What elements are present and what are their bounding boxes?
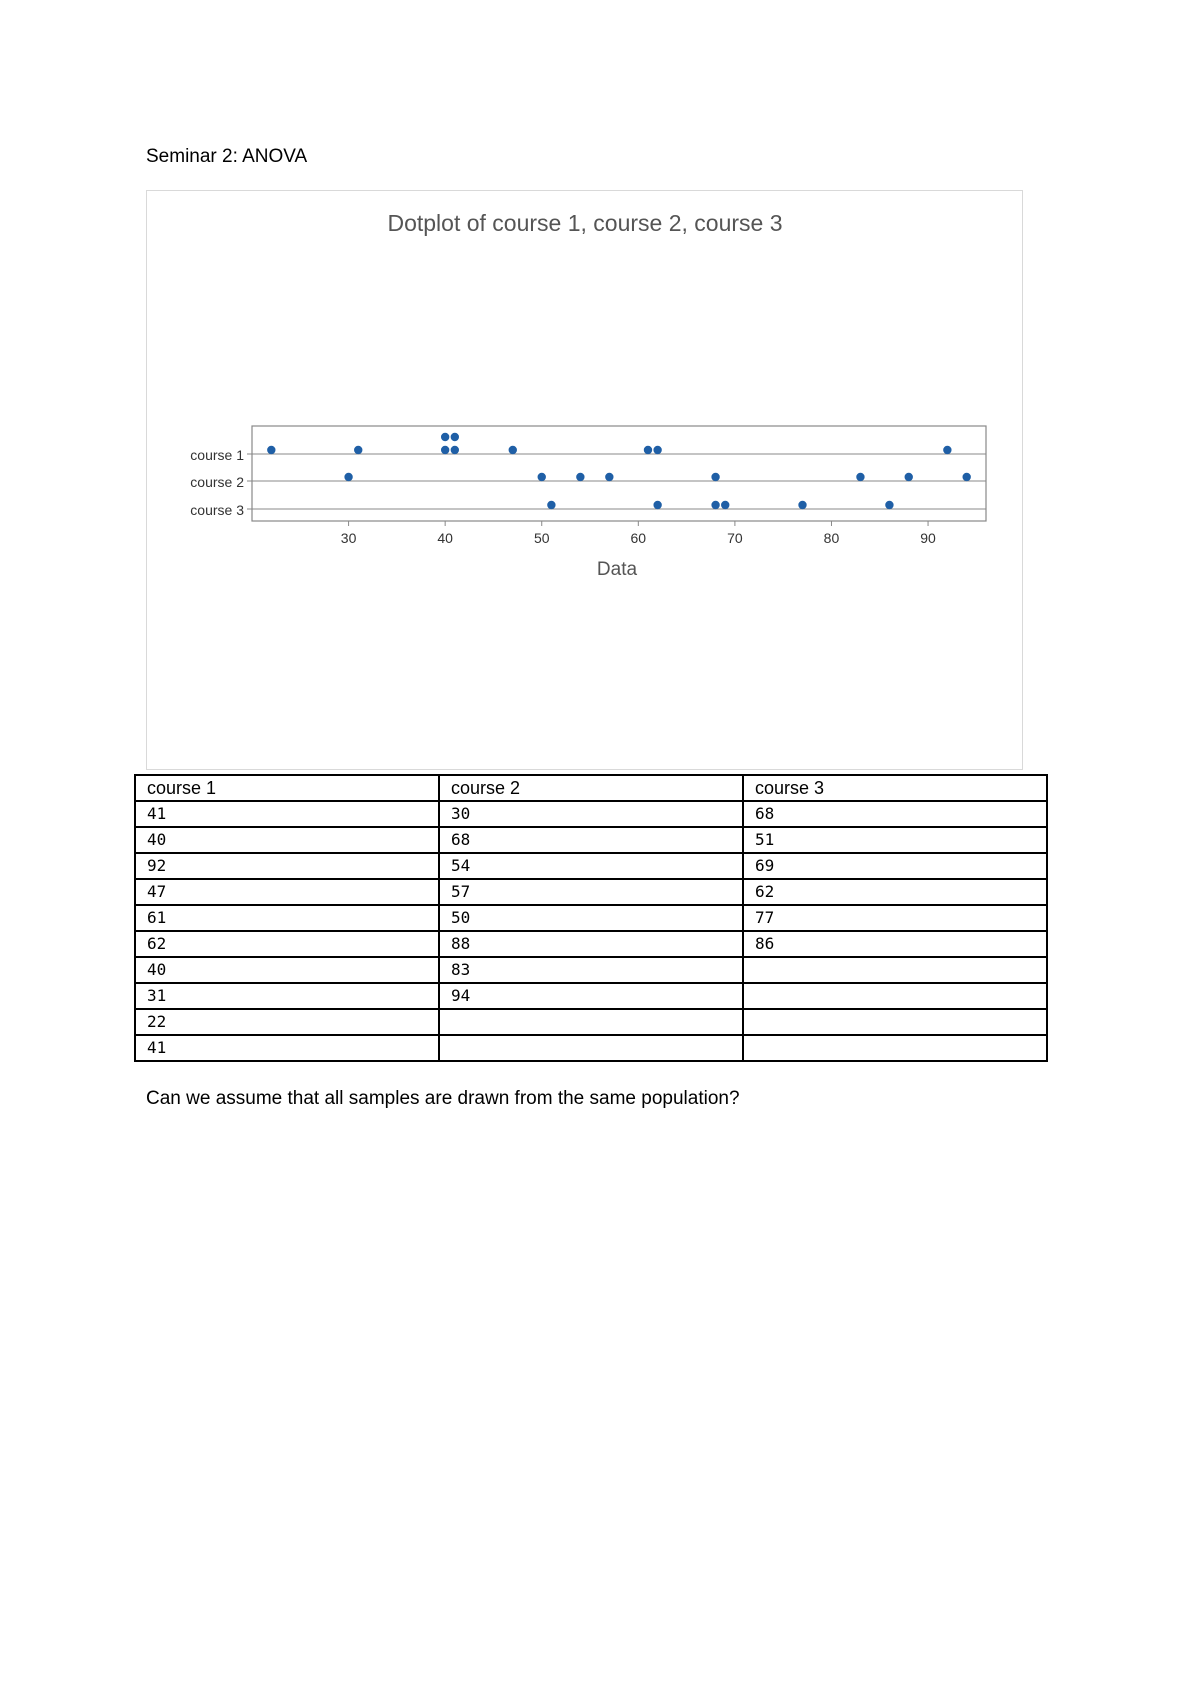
data-point [885,501,893,509]
table-cell: 41 [135,1035,439,1061]
table-cell: 62 [135,931,439,957]
dotplot-chart [146,190,1023,770]
x-tick-label: 80 [823,530,840,546]
table-cell [743,983,1047,1009]
table-cell: 88 [439,931,743,957]
x-tick-label: 60 [630,530,647,546]
page-heading: Seminar 2: ANOVA [146,146,308,167]
table-row [135,931,1047,957]
data-point [605,473,613,481]
table-cell: 31 [135,983,439,1009]
data-point [538,473,546,481]
table-cell: 54 [439,853,743,879]
table-row [135,1035,1047,1061]
x-tick-label: 50 [533,530,550,546]
data-point [711,501,719,509]
table-cell: 51 [743,827,1047,853]
table-cell: 41 [135,801,439,827]
dotplot-svg [147,191,1024,771]
table-cell: 61 [135,905,439,931]
table-cell: 83 [439,957,743,983]
table-cell: 40 [135,957,439,983]
table-cell [743,1035,1047,1061]
x-tick-label: 90 [920,530,936,546]
y-tick-label: course 3 [190,502,244,518]
data-point [451,433,459,441]
table-cell: 30 [439,801,743,827]
table-header-cell: course 2 [439,775,743,801]
table-cell: 68 [439,827,743,853]
table-row [135,983,1047,1009]
table-cell: 50 [439,905,743,931]
table-row [135,801,1047,827]
table-cell: 92 [135,853,439,879]
table-row [135,1009,1047,1035]
data-point [441,446,449,454]
plot-area [252,426,986,521]
data-point [267,446,275,454]
data-point [711,473,719,481]
question-text: Can we assume that all samples are drawn from the same population? [146,1088,740,1109]
table-cell: 40 [135,827,439,853]
x-tick-label: 30 [340,530,357,546]
data-point [509,446,517,454]
data-point [547,501,555,509]
table-row [135,827,1047,853]
data-point [856,473,864,481]
table-cell: 68 [743,801,1047,827]
data-point [451,446,459,454]
data-point [798,501,806,509]
data-table [134,774,1048,1062]
table-row [135,853,1047,879]
table-row [135,957,1047,983]
data-point [441,433,449,441]
table-row [135,905,1047,931]
data-point [943,446,951,454]
table-header-cell: course 3 [743,775,1047,801]
data-point [576,473,584,481]
data-point [354,446,362,454]
data-point [962,473,970,481]
chart-title: Dotplot of course 1, course 2, course 3 [387,210,783,236]
table-header-row [135,775,1047,801]
table-row [135,879,1047,905]
table-cell [439,1035,743,1061]
table-cell [439,1009,743,1035]
y-tick-label: course 1 [190,447,244,463]
data-point [721,501,729,509]
table-cell: 77 [743,905,1047,931]
x-tick-label: 40 [437,530,453,546]
table-cell: 22 [135,1009,439,1035]
table-cell: 94 [439,983,743,1009]
data-point [653,446,661,454]
x-axis-label: Data [596,559,638,580]
table-cell: 86 [743,931,1047,957]
table-cell: 47 [135,879,439,905]
x-tick-label: 70 [727,530,743,546]
table-cell: 62 [743,879,1047,905]
y-tick-label: course 2 [190,474,244,490]
table-cell [743,957,1047,983]
table-cell [743,1009,1047,1035]
table-cell: 69 [743,853,1047,879]
data-point [653,501,661,509]
data-point [644,446,652,454]
table-header-cell: course 1 [135,775,439,801]
data-point [344,473,352,481]
table-cell: 57 [439,879,743,905]
data-point [905,473,913,481]
